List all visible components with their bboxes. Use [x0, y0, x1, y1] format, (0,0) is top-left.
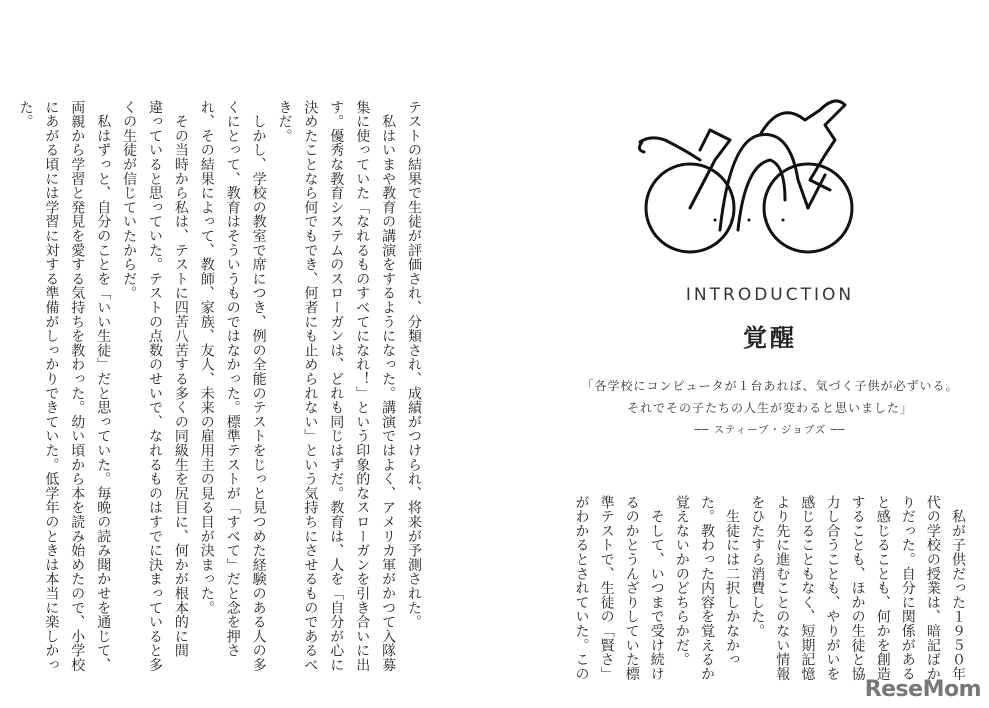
text-column: 両親から学習と発見を愛する気持ちを教わった。幼い頃から本を読み始めたので、小学校 [69, 100, 86, 672]
text-column: くの生徒が信じていたからだ。 [121, 100, 138, 301]
text-column: テストの結果で生徒が評価され、分類され、成績がつけられ、将来が予測された。 [406, 100, 422, 630]
text-column: 私が子供だった１９５０年 [950, 495, 966, 681]
text-column: くにとって、教育はそういうものではなかった。標準テストが「すべて」だと念を押さ [224, 100, 241, 658]
text-column: と感じることも、何かを創造 [874, 495, 891, 681]
text-column: 力し合うことも、やりがいを [824, 495, 841, 681]
text-column: 覚えないかのどちらかだ。 [673, 495, 690, 667]
text-column: す。優秀な教育システムのスローガンは、どれも同じはずだ。教育は、人を「自分が心に [328, 100, 345, 672]
text-column: 代の学校の授業は、暗記ばか [924, 495, 941, 681]
epigraph-line-1: 「各学校にコンピュータが１台あれば、気づく子供が必ずいる。 [581, 379, 959, 393]
epigraph-attribution: ── スティーブ・ジョブズ ── [694, 424, 846, 436]
text-column: た。教わった内容を覚えるか [699, 495, 715, 681]
chapter-title: 覚醒 [743, 324, 797, 352]
text-column: 感じることもなく、短期記憶 [799, 495, 816, 681]
text-column: をひたすら消費した。 [749, 495, 766, 638]
text-column: より先に進むことのない情報 [774, 495, 791, 681]
text-column: た。 [17, 100, 34, 129]
epigraph-line-2: それでその子たちの人生が変わると思いました」 [626, 401, 913, 415]
text-column: 私はずっと、自分のことを「いい生徒」だと思っていた。毎晩の読み聞かせを通じて、 [95, 100, 112, 672]
text-column: しかし、学校の教室で席につき、例の全能のテストをじっと見つめた経験のある人の多 [250, 100, 267, 672]
text-column: 私はいまや教育の講演をするようになった。講演ではよく、アメリカ軍がかつて入隊募 [380, 100, 397, 672]
text-column: 準テストで、生徒の「賢さ」 [598, 495, 615, 681]
text-column: 集に使っていた「なれるものすべてになれ！」という印象的なスローガンを引き合いに出 [354, 100, 371, 672]
text-column: そして、いつまで受け続け [648, 495, 665, 681]
text-column: がわかるとされていた。この [573, 495, 590, 681]
cyclist-illustration [620, 80, 860, 260]
text-column: その当時から私は、テストに四苦八苦する多くの同級生を尻目に、何かが根本的に間 [172, 100, 189, 658]
text-column: れ、その結果によって、教師、家族、友人、未来の雇用主の見る目が決まった。 [198, 100, 215, 615]
text-column: きだ。 [276, 100, 293, 143]
section-label: INTRODUCTION [685, 285, 855, 305]
text-column: 決めたことなら何でもでき、何者にも止められない」という気持ちにさせるものであるべ [302, 100, 319, 672]
text-column: 違っていると思っていた。テストの点数のせいで、なれるものはすでに決まっていると多 [147, 100, 163, 672]
text-column: にあがる頃には学習に対する準備がしっかりできていた。低学年のときは本当に楽しかっ [43, 100, 60, 672]
text-column: りだった。自分に関係がある [899, 495, 916, 681]
resemom-watermark-logo: ReseMom [864, 677, 981, 702]
text-column: るのかとうんざりしていた標 [623, 495, 640, 681]
text-column: 生徒には二択しかなかっ [724, 495, 741, 667]
text-column: することも、ほかの生徒と協 [849, 495, 866, 681]
